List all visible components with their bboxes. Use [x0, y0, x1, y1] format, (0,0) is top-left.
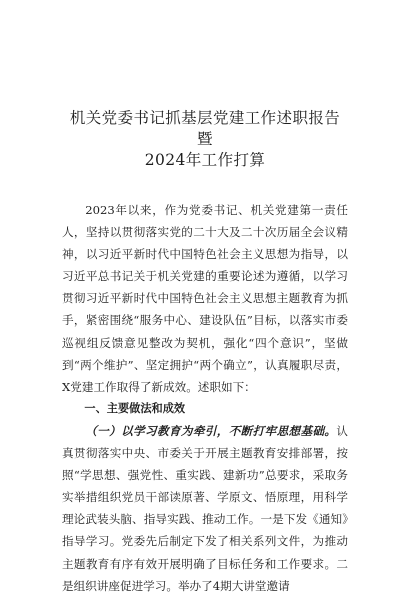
document-title	[62, 108, 348, 171]
title-line-2: 2024年工作打算	[144, 151, 266, 169]
title-line-1: 机关党委书记抓基层党建工作述职报告暨	[69, 109, 341, 148]
intro-paragraph: 2023年以来，作为党委书记、机关党建第一责任人，坚持以贯彻落实党的二十大及二十次历届全会议精神，以习近平新时代中国特色社会主义思想为指导，以习近平总书记关于机关党建的重要论述为遵循，以学习贯彻习近平新时代中国特色社会主义思想主题教育为抓手，紧密围绕“服务中心、建设队伍”目标，以落实市委巡视组反馈意见整改为契机，强化“四个意识”，坚做到“两个维护”、坚定拥护“两个确立”，认真履职尽责，X党建工作取得了新成效。述职如下：	[62, 203, 348, 394]
subsection-lead: （一）以学习教育为牵引，不断打牢思想基础。	[85, 423, 337, 438]
subsection-paragraph	[62, 420, 348, 597]
section-heading: 一、主要做法和成效	[84, 401, 186, 415]
subsection-body: 认真贯彻落实中央、市委关于开展主题教育安排部署，按照“学思想、强党性、重实践、建新功”总要求，采取务实举措组织党员干部读原著、学原文、悟原理，用科学理论武装头脑、指导实践、推动工作。一是下发《通知》指导学习。党委先后制定下发了相关系列文件，为推动主题教育有序有效开展明确了目标任务和工作要求。二是组织讲座促进学习。举办了4期大讲堂邀请	[62, 423, 348, 593]
